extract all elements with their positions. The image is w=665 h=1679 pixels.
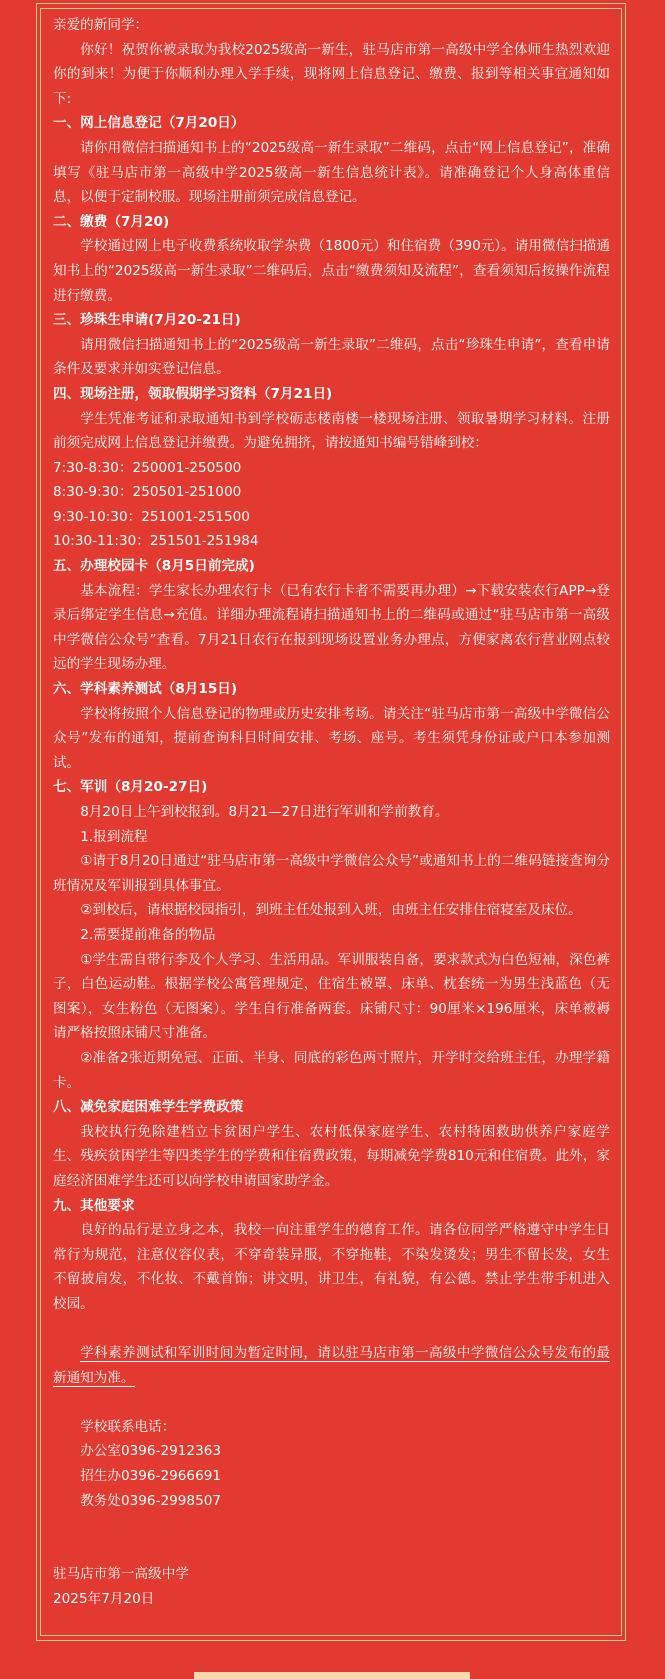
bottom-decoration-bar xyxy=(194,1672,470,1679)
time-slot: 7:30-8:30：250001-250500 xyxy=(53,459,242,476)
subheading-check-in-process: 1.报到流程 xyxy=(80,828,148,845)
spacer xyxy=(53,1390,610,1415)
section-body-registration: 请你用微信扫描通知书上的“2025级高一新生录取”二维码，点击“网上信息登记”，准确填写《驻马店市第一高级中学2025级高一新生信息统计表》。请准确登记个人身高体重信息，以便于定制校服。现场注册前须完成信息登记。 xyxy=(53,139,610,206)
important-note xyxy=(53,1341,610,1390)
spacer xyxy=(53,1538,610,1563)
subheading-items-to-prepare: 2.需要提前准备的物品 xyxy=(80,926,216,943)
prepare-item: ①学生需自带行李及个人学习、生活用品。军训服装自备，要求款式为白色短袖，深色裤子，白色运动鞋。根据学校公寓管理规定，住宿生被罩、床单、枕套统一为男生浅蓝色（无图案），女生粉色（无图案）。学生自行准备两套。床铺尺寸：90厘米×196厘米，床单被褥请严格按照床铺尺寸准备。 xyxy=(53,951,610,1042)
section-heading-onsite-registration: 四、现场注册，领取假期学习资料（7月21日) xyxy=(53,385,333,402)
section-body-campus-card: 基本流程：学生家长办理农行卡（已有农行卡者不需要再办理）→下载安装农行APP→登录后绑定学生信息→充值。详细办理流程请扫描通知书上的二维码或通过“驻马店市第一高级中学微信公众号”查看。7月21日农行在报到现场设置业务办理点，方便家离农行营业网点较远的学生现场办理。 xyxy=(53,582,610,673)
section-body-payment: 学校通过网上电子收费系统收取学杂费（1800元）和住宿费（390元）。请用微信扫描通知书上的“2025级高一新生录取”二维码后，点击“缴费须知及流程”，查看须知后按操作流程进行缴费。 xyxy=(53,238,610,304)
section-body-subject-test: 学校将按照个人信息登记的物理或历史安排考场。请关注“驻马店市第一高级中学微信公众号”发布的通知，提前查询科目时间安排、考场、座号。考生须凭身份证或户口本参加测试。 xyxy=(53,705,610,771)
spacer xyxy=(53,1316,610,1341)
signature-school: 驻马店市第一高级中学 xyxy=(53,1566,189,1583)
time-slot: 9:30-10:30：251001-251500 xyxy=(53,508,250,525)
notice-content xyxy=(53,13,610,1612)
section-heading-campus-card: 五、办理校园卡（8月5日前完成) xyxy=(53,558,255,575)
section-heading-payment: 二、缴费（7月20) xyxy=(53,213,170,230)
spacer xyxy=(53,1513,610,1538)
section-body-other-requirements: 良好的品行是立身之本，我校一向注重学生的德育工作。请各位同学严格遵守中学生日常行为规范，注意仪容仪表，不穿奇装异服，不穿拖鞋，不染发烫发；男生不留长发，女生不留披肩发，不化妆、不戴首饰；讲文明，讲卫生，有礼貌，有公德。禁止学生带手机进入校园。 xyxy=(53,1222,610,1312)
time-slot: 8:30-9:30：250501-251000 xyxy=(53,484,242,501)
contact-phone-academic: 教务处0396-2998507 xyxy=(80,1492,222,1509)
military-training-intro: 8月20日上午到校报到。8月21—27日进行军训和学前教育。 xyxy=(80,804,449,820)
prepare-item: ②准备2张近期免冠、正面、半身、同底的彩色两寸照片，开学时交给班主任，办理学籍卡。 xyxy=(53,1049,610,1091)
section-heading-fee-waiver: 八、减免家庭困难学生学费政策 xyxy=(53,1099,244,1116)
check-in-item: ②到校后，请根据校园指引，到班主任处报到入班，由班主任安排住宿寝室及床位。 xyxy=(80,902,582,919)
section-heading-subject-test: 六、学科素养测试（8月15日) xyxy=(53,681,238,698)
section-heading-military-training: 七、军训（8月20-27日) xyxy=(53,779,208,796)
greeting: 亲爱的新同学： xyxy=(53,17,149,33)
check-in-item: ①请于8月20日通过“驻马店市第一高级中学微信公众号”或通知书上的二维码链接查询分班情况及军训报到具体事宜。 xyxy=(53,853,610,894)
section-body-pearl-application: 请用微信扫描通知书上的“2025级高一新生录取”二维码，点击“珍珠生申请”，查看申请条件及要求并如实登记信息。 xyxy=(53,336,610,378)
contacts-title: 学校联系电话： xyxy=(80,1418,176,1435)
section-body-onsite-registration: 学生凭准考证和录取通知书到学校砺志楼南楼一楼现场注册、领取暑期学习材料。注册前须完成网上信息登记并缴费。为避免拥挤，请按通知书编号错峰到校： xyxy=(53,410,610,452)
contact-phone-office: 办公室0396-2912363 xyxy=(80,1443,222,1460)
section-heading-other-requirements: 九、其他要求 xyxy=(53,1197,135,1214)
section-heading-pearl-application: 三、珍珠生申请(7月20-21日) xyxy=(53,312,241,329)
intro-paragraph: 你好！祝贺你被录取为我校2025级高一新生，驻马店市第一高级中学全体师生热烈欢迎你的到来！为便于你顺利办理入学手续，现将网上信息登记、缴费、报到等相关事宜通知如下: xyxy=(53,41,610,107)
section-heading-registration: 一、网上信息登记（7月20日） xyxy=(53,115,245,132)
section-body-fee-waiver: 我校执行免除建档立卡贫困户学生、农村低保家庭学生、农村特困救助供养户家庭学生、残疾贫困学生等四类学生的学费和住宿费政策，每期减免学费810元和住宿费。此外，家庭经济困难学生还可以向学校申请国家助学金。 xyxy=(53,1123,610,1189)
important-note-text: 学科素养测试和军训时间为暂定时间，请以驻马店市第一高级中学微信公众号发布的最新通知为准。 xyxy=(53,1345,610,1386)
contact-phone-admissions: 招生办0396-2966691 xyxy=(80,1468,222,1485)
time-slot: 10:30-11:30：251501-251984 xyxy=(53,533,259,550)
signature-date: 2025年7月20日 xyxy=(53,1591,155,1607)
